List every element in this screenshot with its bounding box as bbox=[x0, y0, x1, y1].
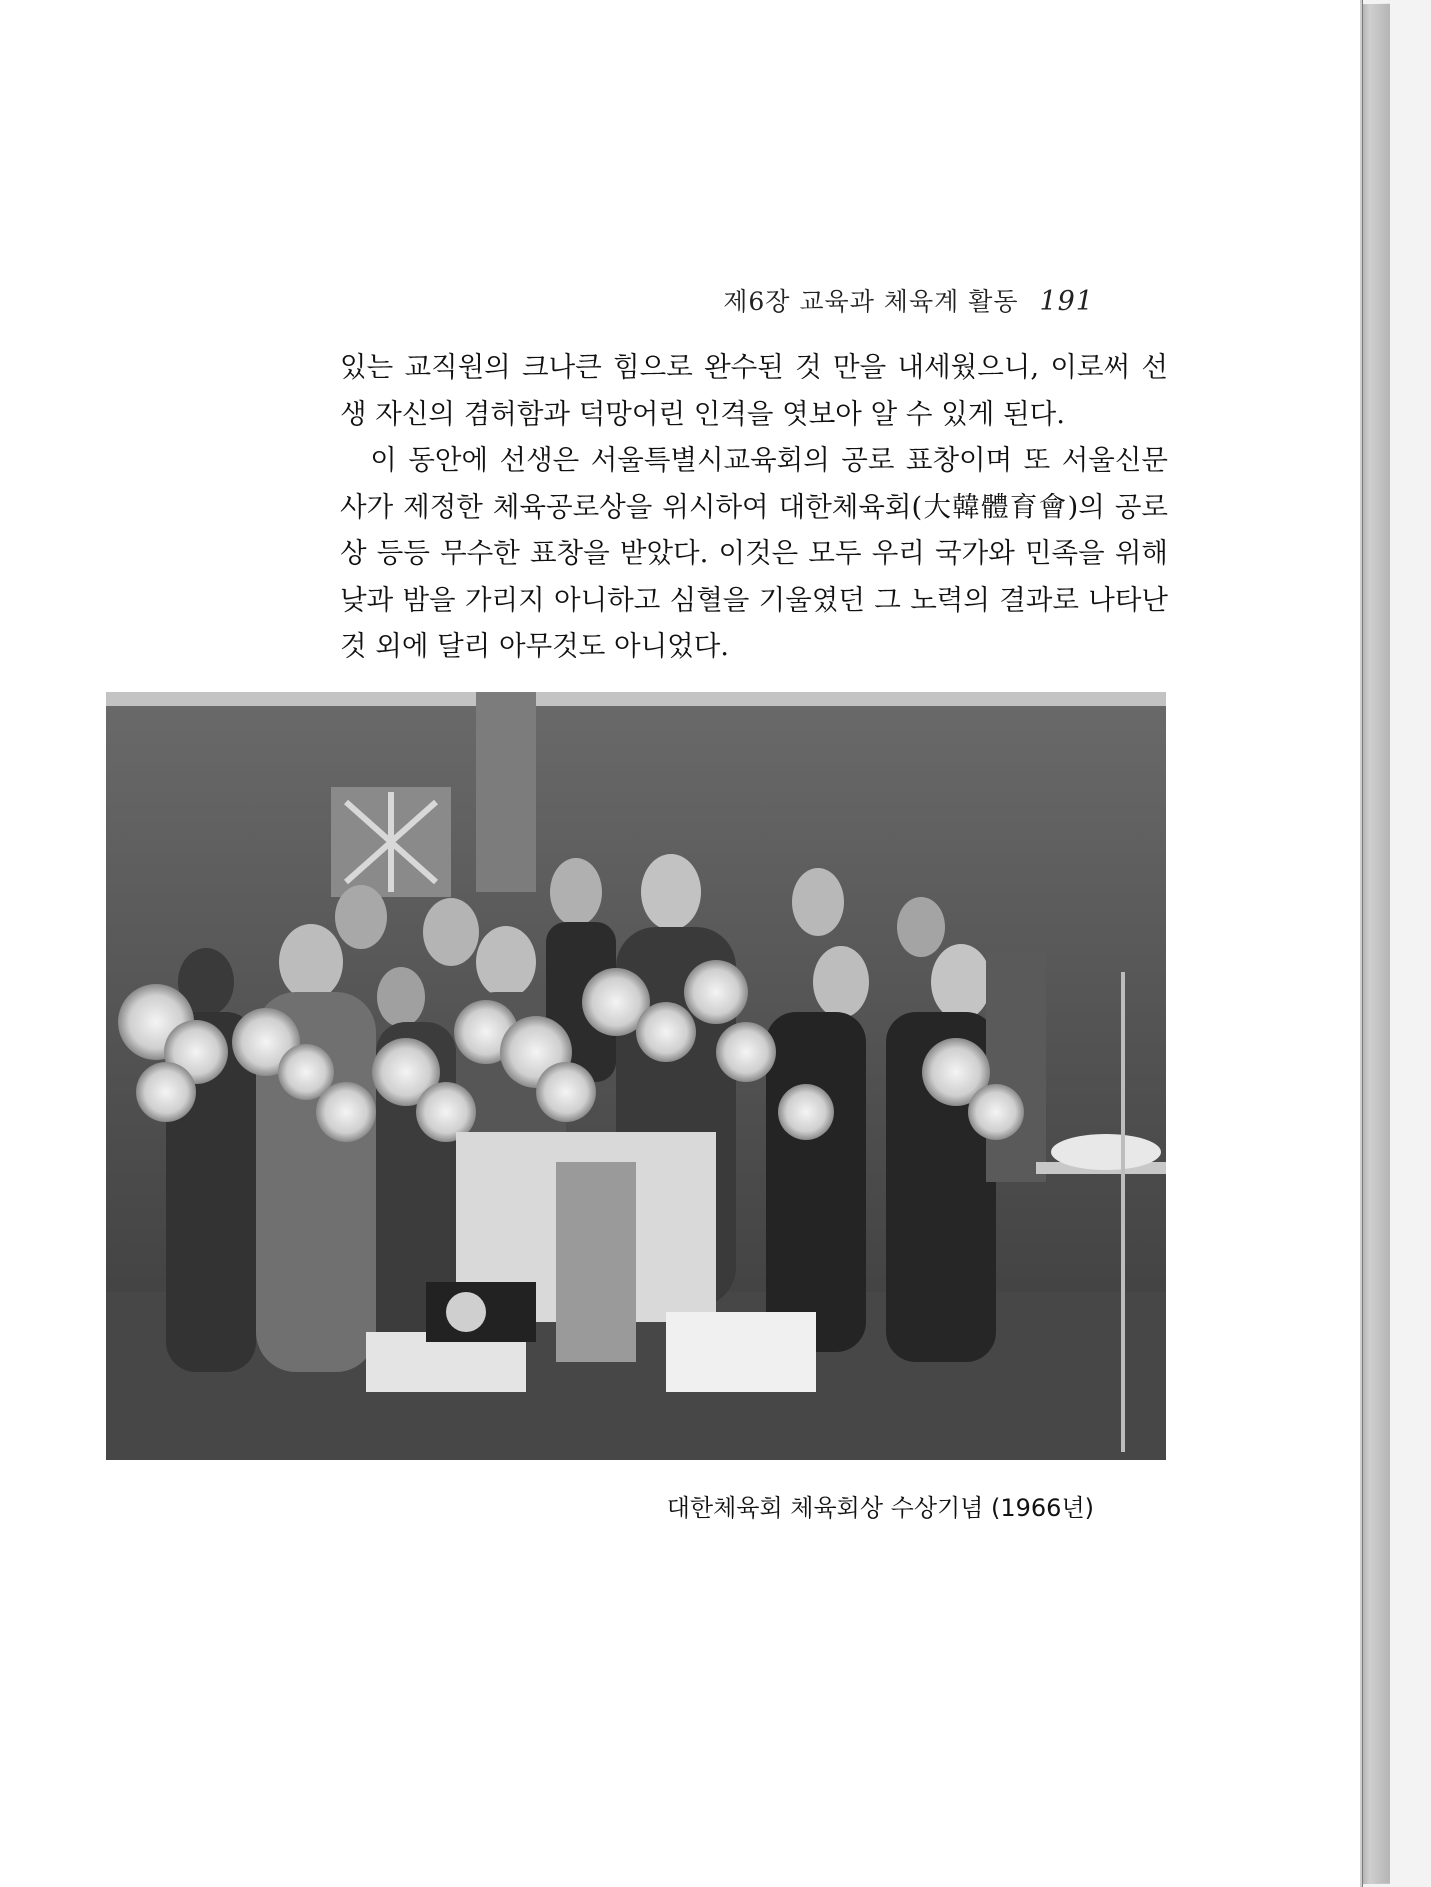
body-text bbox=[340, 344, 1168, 670]
figure-caption: 대한체육회 체육회상 수상기념 (1966년) bbox=[666, 1494, 1094, 1522]
group-photo bbox=[106, 692, 1166, 1460]
paragraph: 이 동안에 선생은 서울특별시교육회의 공로 표창이며 또 서울신문사가 제정한 체육공로상을 위시하여 대한체육회(大韓體育會)의 공로상 등등 무수한 표창을 받았다. 이것은 모두 우리 국가와 민족을 위해 낮과 밤을 가리지 아니하고 심혈을 기울였던 그 노력의 결과로 나타난 것 외에 달리 아무것도 아니었다. bbox=[340, 444, 1168, 662]
paragraph: 있는 교직원의 크나큰 힘으로 완수된 것 만을 내세웠으니, 이로써 선생 자신의 겸허함과 덕망어린 인격을 엿보아 알 수 있게 된다. bbox=[340, 351, 1168, 430]
photo-illustration bbox=[106, 692, 1166, 1460]
chapter-title: 제6장 교육과 체육계 활동 bbox=[723, 287, 1019, 316]
running-header bbox=[723, 282, 1094, 318]
page-number: 191 bbox=[1039, 286, 1094, 317]
